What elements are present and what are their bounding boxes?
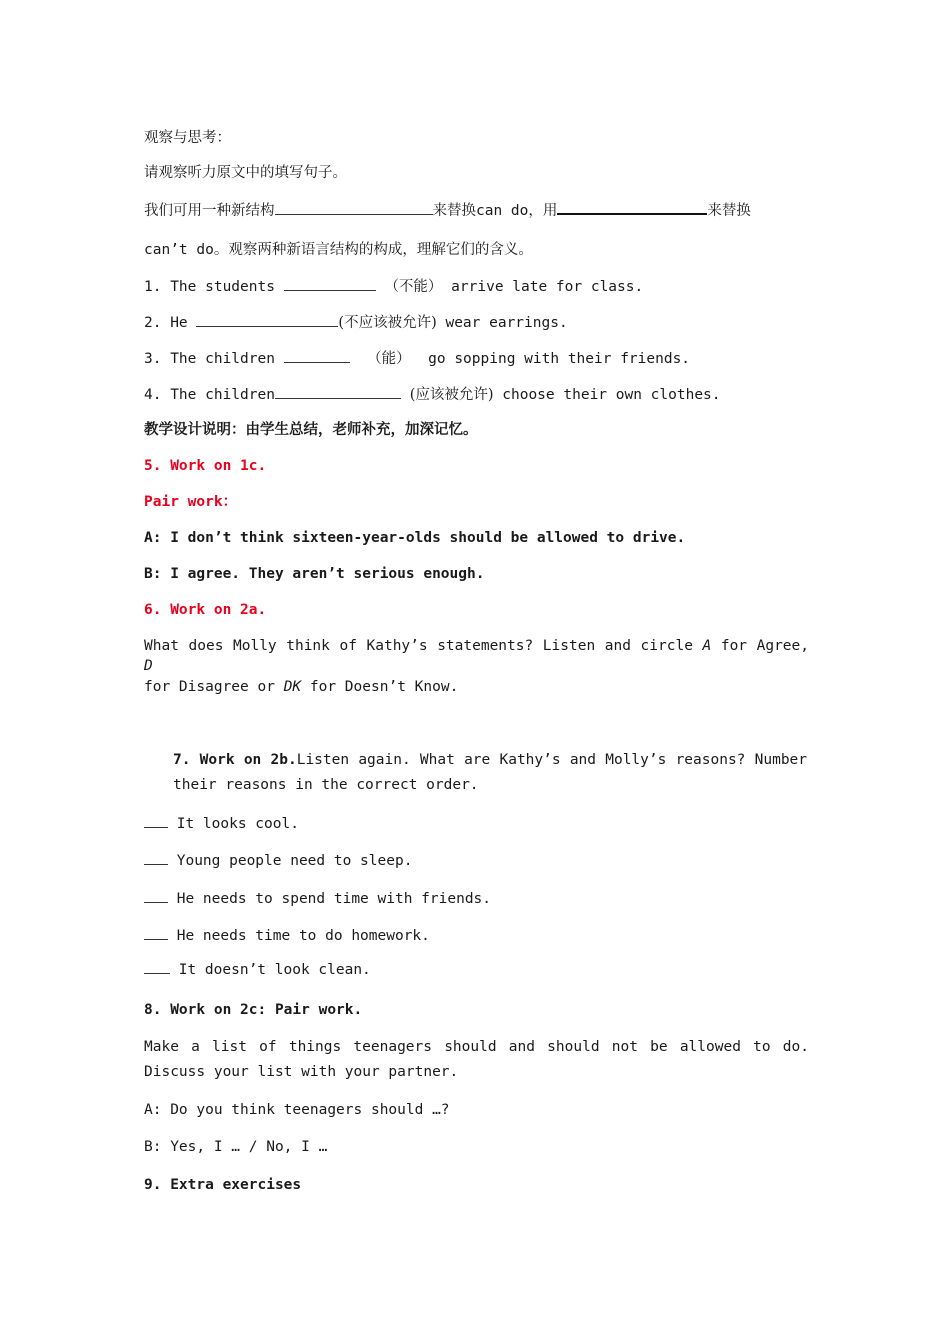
answer-blank <box>284 348 350 363</box>
sentence-2 <box>144 312 568 333</box>
sentence-rest: arrive late for class. <box>451 279 644 295</box>
sentence-hint: （不能） <box>384 279 443 295</box>
step5-line-a: A: I don’t think sixteen-year-olds should be allowed to drive. <box>144 530 686 546</box>
step6-instruction-line-2 <box>144 677 458 697</box>
structure-line-1 <box>144 199 751 221</box>
sentence-number: 1. <box>144 279 162 295</box>
reason-text: It looks cool. <box>176 816 299 832</box>
sentence-rest: go sopping with their friends. <box>428 351 691 367</box>
order-blank <box>144 959 170 974</box>
structure-text-2: 来替换 <box>432 203 476 219</box>
structure-can-do: can do <box>476 203 529 219</box>
step6-instruction-line-1 <box>144 636 809 676</box>
letter-dk: DK <box>283 679 302 695</box>
reason-text: It doesn’t look clean. <box>178 962 371 978</box>
reason-text: He needs to spend time with friends. <box>176 891 492 907</box>
reason-3 <box>144 888 491 909</box>
sentence-subject: The children <box>170 351 275 367</box>
letter-d: D <box>144 658 153 674</box>
answer-blank <box>275 384 401 399</box>
step5-line-b: B: I agree. They aren’t serious enough. <box>144 566 485 582</box>
order-blank <box>144 888 168 903</box>
sentence-rest: wear earrings. <box>445 315 568 331</box>
sentence-hint: (应该被允许) <box>409 387 494 403</box>
sentence-4 <box>144 384 721 405</box>
disagree-label: for Disagree or <box>144 679 275 695</box>
sentence-subject: The children <box>170 387 275 403</box>
observe-heading: 观察与思考： <box>144 130 231 146</box>
step6-instruction-text: What does Molly think of Kathy’s statements? Listen and circle <box>144 638 693 654</box>
reason-2 <box>144 850 412 871</box>
order-blank <box>144 813 168 828</box>
step7-instruction: Listen again. What are Kathy’s and Molly’s reasons? Number their reasons in the correct order. <box>173 752 808 793</box>
reason-5 <box>144 959 371 980</box>
reason-text: He needs time to do homework. <box>176 928 430 944</box>
observe-instruction: 请观察听力原文中的填写句子。 <box>144 165 347 181</box>
step9-heading: 9. Extra exercises <box>144 1177 302 1193</box>
structure-line-2 <box>144 240 533 260</box>
dont-know-label: for Doesn’t Know. <box>309 679 459 695</box>
step8-line-a: A: Do you think teenagers should …? <box>144 1102 450 1118</box>
structure-text-3: ，用 <box>528 203 558 219</box>
step8-instruction: Make a list of things teenagers should and should not be allowed to do. Discuss your list with your partner. <box>144 1039 809 1080</box>
sentence-hint: (不应该被允许) <box>338 315 437 331</box>
structure-text-1: 我们可用一种新结构 <box>144 203 275 219</box>
sentence-hint: （能） <box>367 351 411 367</box>
letter-a: A <box>702 638 712 654</box>
sentence-rest: choose their own clothes. <box>502 387 721 403</box>
sentence-subject: He <box>170 315 188 331</box>
structure-text-4: 来替换 <box>707 203 751 219</box>
order-blank <box>144 850 168 865</box>
sentence-1 <box>144 276 643 297</box>
step8-line-b: B: Yes, I … / No, I … <box>144 1139 328 1155</box>
step5-pair-label: Pair work： <box>144 494 238 510</box>
structure-blank-2 <box>557 199 707 215</box>
sentence-number: 4. <box>144 387 162 403</box>
step5-heading: 5. Work on 1c. <box>144 458 267 474</box>
reason-4 <box>144 925 430 946</box>
sentence-subject: The students <box>170 279 275 295</box>
answer-blank <box>284 276 376 291</box>
structure-blank-1 <box>275 200 433 215</box>
sentence-3 <box>144 348 690 369</box>
agree-label: for Agree, <box>720 638 809 654</box>
step6-heading: 6. Work on 2a. <box>144 602 267 618</box>
design-note: 教学设计说明：由学生总结，老师补充，加深记忆。 <box>144 421 478 438</box>
structure-cant-do: can’t do <box>144 242 214 258</box>
structure-text-5: 。观察两种新语言结构的构成，理解它们的含义。 <box>213 242 533 258</box>
step7-heading: 7. Work on 2b. <box>173 752 297 768</box>
reason-1 <box>144 813 299 834</box>
sentence-number: 2. <box>144 315 162 331</box>
step7-paragraph <box>173 748 807 798</box>
answer-blank <box>196 312 338 327</box>
order-blank <box>144 925 168 940</box>
reason-text: Young people need to sleep. <box>176 853 413 869</box>
sentence-number: 3. <box>144 351 162 367</box>
step8-heading: 8. Work on 2c: Pair work. <box>144 1002 363 1018</box>
